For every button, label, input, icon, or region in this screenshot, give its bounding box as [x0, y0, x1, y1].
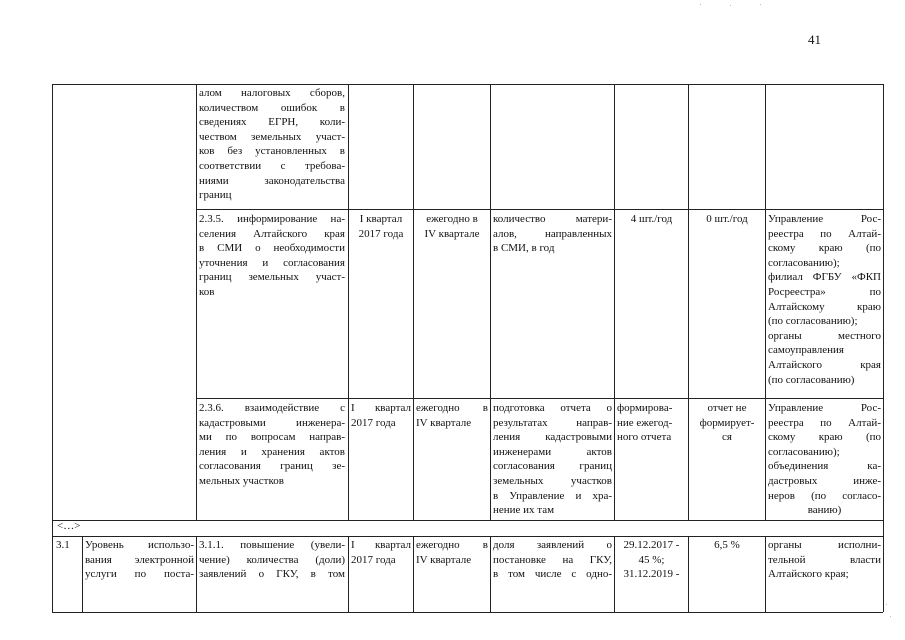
text-line: IV квартале [424, 227, 480, 240]
row4-responsible [768, 538, 881, 582]
text-line: инженерами актов [493, 445, 612, 458]
row3-period [416, 401, 488, 430]
col-border [52, 84, 53, 612]
text-line: тельной власти [768, 553, 881, 566]
text-line: формирует- [699, 416, 755, 429]
table-top-border [52, 84, 883, 85]
text-line: отчет не [707, 402, 747, 414]
text-line: органы местного [768, 329, 881, 342]
col-border [196, 536, 197, 612]
row4-number [56, 538, 80, 553]
text-line: в СМИ, в год [493, 242, 555, 255]
row3-responsible [768, 401, 881, 518]
col-border [196, 84, 197, 520]
row2-start [350, 212, 412, 241]
row2-target [616, 212, 687, 227]
continuation-marker: <…> [57, 520, 81, 532]
table-bottom-border [52, 612, 883, 613]
row-divider [196, 398, 883, 399]
text-line: скому краю (по [768, 242, 881, 255]
text-line: 2.3.6. взаимодействие с [199, 402, 345, 414]
text-line: Алтайскому краю [768, 300, 881, 313]
text-line: алом налоговых сборов, [199, 87, 345, 99]
col-border [348, 84, 349, 520]
text-line: ежегодно в [426, 213, 478, 225]
scan-speck [890, 616, 891, 617]
text-line: ниями законодательства [199, 174, 345, 187]
text-line: согласованию); [768, 256, 840, 269]
text-line: формирова- [617, 402, 673, 414]
row2-current [690, 212, 764, 227]
text-line: дастровых инже- [768, 474, 881, 487]
text-line: Алтайского края; [768, 568, 849, 581]
text-line: ления и хранения актов [199, 445, 345, 458]
text-line: Росреестра» по [768, 285, 881, 298]
text-line: реестра по Алтай- [768, 416, 881, 429]
row2-measure [199, 212, 345, 300]
text-line: согласования границ [493, 460, 612, 473]
text-line: 29.12.2017 - [623, 539, 680, 551]
text-line: в том числе с одно- [493, 568, 612, 581]
text-line: соответствии с требова- [199, 159, 345, 172]
text-line: количество матери- [493, 213, 612, 225]
text-line: Алтайского края [768, 358, 881, 371]
text-line: в СМИ о необходимости [199, 242, 345, 255]
text-line: 6,5 % [714, 539, 740, 551]
text-line: подготовка отчета о [493, 402, 612, 414]
text-line: кадастровыми инженера- [199, 416, 345, 429]
text-line: ежегодно в [416, 539, 488, 551]
text-line: объединения ка- [768, 460, 881, 473]
text-line: (по согласованию) [768, 373, 855, 386]
text-line: 4 шт./год [630, 213, 673, 225]
text-line: Управление Рос- [768, 402, 881, 414]
text-line: неров (по согласо- [768, 489, 881, 502]
text-line: I квартал [359, 213, 403, 225]
row2-responsible [768, 212, 881, 387]
row-divider [52, 536, 883, 537]
text-line: самоуправления [768, 344, 844, 357]
col-border [348, 536, 349, 612]
text-line: согласованию); [768, 445, 840, 458]
col-border [765, 536, 766, 612]
text-line: нение их там [493, 504, 555, 517]
text-line: реестра по Алтай- [768, 227, 881, 240]
text-line: Уровень использо- [85, 539, 194, 551]
text-line: вания электронной [85, 553, 194, 566]
text-line: 3.1 [56, 539, 70, 551]
text-line: 2.3.5. информирование на- [199, 213, 345, 225]
text-line: (по согласованию); [768, 315, 858, 328]
text-line: филиал ФГБУ «ФКП [768, 271, 881, 284]
row4-indicator [493, 538, 612, 582]
text-line: 2017 года [351, 553, 396, 566]
row1-measure [199, 86, 345, 203]
text-line: ние ежегод- [617, 416, 673, 429]
text-line: скому краю (по [768, 431, 881, 444]
text-line: в Управление и хра- [493, 489, 612, 502]
text-line: алов, направленных [493, 227, 612, 240]
row2-indicator [493, 212, 612, 256]
text-line: ся [722, 431, 732, 444]
col-border [688, 536, 689, 612]
text-line: границ [199, 189, 232, 202]
text-line: доля заявлений о [493, 539, 612, 551]
text-line: 2017 года [351, 416, 396, 429]
text-line: IV квартале [416, 553, 472, 566]
text-line: органы исполни- [768, 539, 881, 551]
row3-target [617, 401, 687, 445]
scan-speck [760, 4, 761, 5]
col-border [688, 84, 689, 520]
row4-target [616, 538, 687, 582]
page-number: 41 [808, 32, 821, 47]
text-line: уточнения и согласования [199, 256, 345, 269]
row2-period [415, 212, 489, 241]
text-line: ков без установленных в [199, 145, 345, 158]
text-line: земельных участков [493, 474, 612, 487]
text-line: количеством ошибок в [199, 101, 345, 114]
scan-speck [886, 604, 887, 605]
text-line: услуги по поста- [85, 568, 194, 581]
text-line: мельных участков [199, 474, 284, 487]
row3-start [351, 401, 411, 430]
text-line: согласования границ зе- [199, 460, 345, 473]
scan-speck [700, 4, 701, 5]
text-line: IV квартале [416, 416, 472, 429]
row4-current [690, 538, 764, 553]
text-line: ков [199, 285, 215, 298]
text-line: ления кадастровыми [493, 431, 612, 444]
col-border [413, 84, 414, 520]
text-line: Управление Рос- [768, 213, 881, 225]
row-divider [52, 520, 883, 521]
col-border [614, 84, 615, 520]
text-line: I квартал [351, 402, 411, 414]
col-border [765, 84, 766, 520]
text-line: постановке на ГКУ, [493, 553, 612, 566]
text-line: 45 %; [638, 553, 665, 566]
col-border [490, 84, 491, 520]
text-line: ми по вопросам направ- [199, 431, 345, 444]
col-border [614, 536, 615, 612]
text-line: I квартал [351, 539, 411, 551]
text-line: ванию) [807, 504, 842, 517]
text-line: заявлений о ГКУ, в том [199, 568, 345, 581]
col-border [490, 536, 491, 612]
col-border [82, 536, 83, 612]
text-line: ежегодно в [416, 402, 488, 414]
row3-measure [199, 401, 345, 489]
row4-start [351, 538, 411, 567]
row4-period [416, 538, 488, 567]
scan-speck [730, 5, 731, 6]
text-line: чеством земельных участ- [199, 130, 345, 143]
text-line: результатах направ- [493, 416, 612, 429]
col-border [883, 84, 884, 612]
text-line: сведениях ЕГРН, коли- [199, 116, 345, 129]
row4-measure [199, 538, 345, 582]
row-divider [196, 209, 883, 210]
text-line: 0 шт./год [706, 213, 748, 225]
text-line: ного отчета [617, 431, 672, 444]
row4-indicator-name [85, 538, 194, 582]
text-line: границ земельных участ- [199, 271, 345, 284]
text-line: селения Алтайского края [199, 227, 345, 240]
text-line: 2017 года [358, 227, 404, 240]
row3-current [690, 401, 764, 445]
row3-indicator [493, 401, 612, 518]
text-line: 3.1.1. повышение (увели- [199, 539, 345, 551]
col-border [413, 536, 414, 612]
text-line: чение) количества (доли) [199, 553, 345, 566]
text-line: 31.12.2019 - [623, 568, 680, 581]
